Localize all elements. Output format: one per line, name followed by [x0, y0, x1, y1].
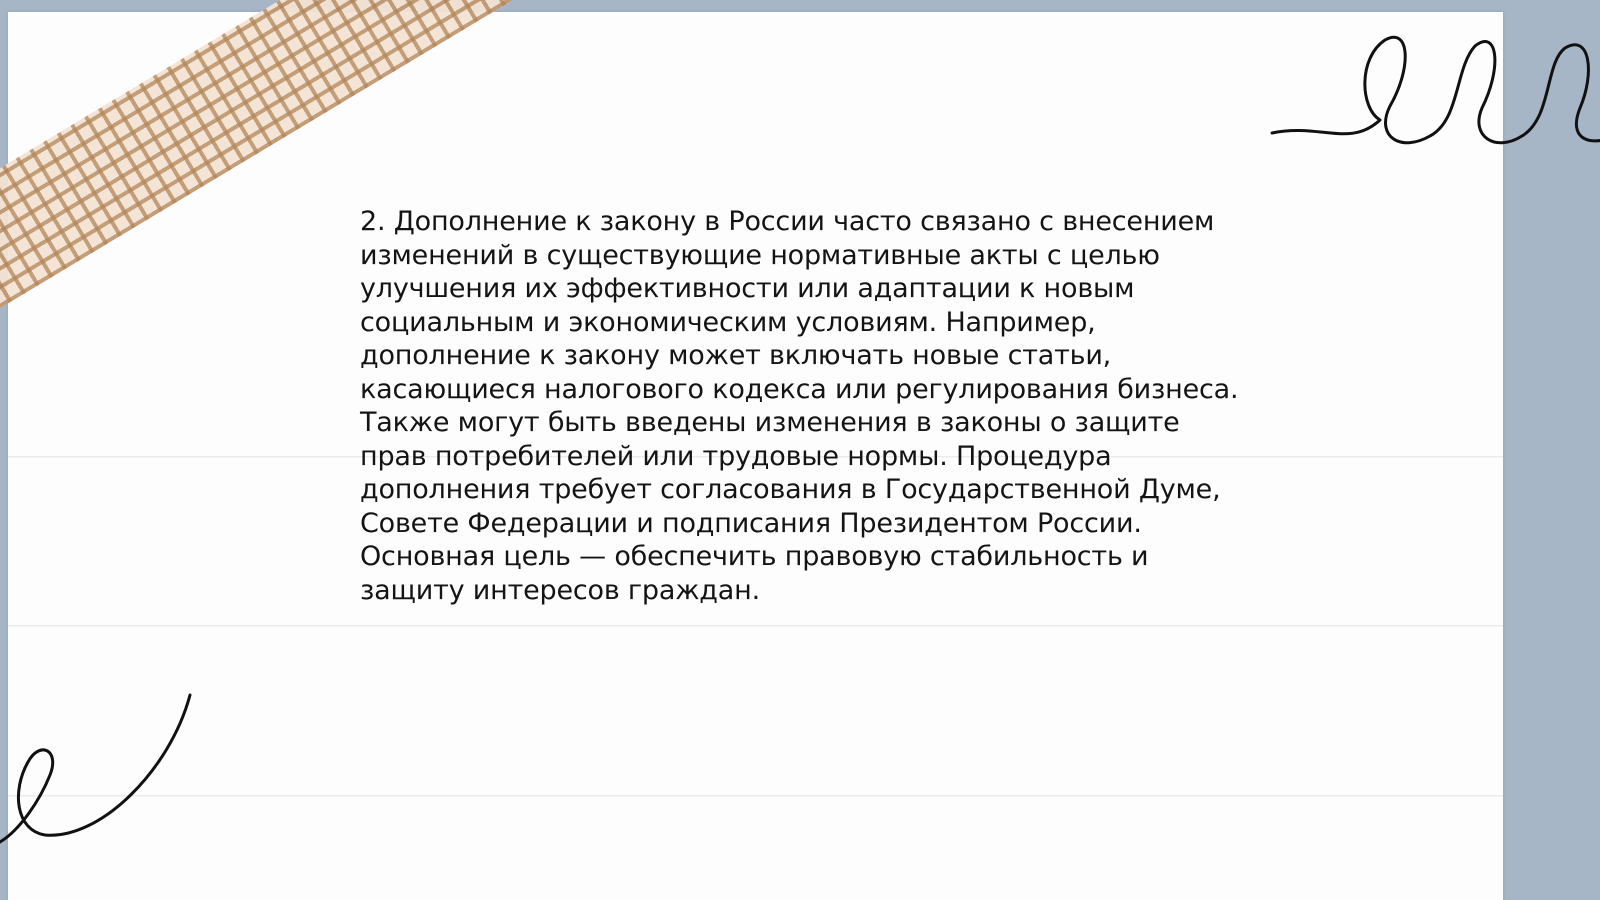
paper-fold-line — [8, 795, 1503, 797]
paper-fold-line — [8, 625, 1503, 627]
loop-squiggle-icon — [0, 690, 210, 860]
body-paragraph: 2. Дополнение к закону в России часто связано с внесением изменений в существующие нормативные акты с целью улучшения их эффективности или адаптации к новым социальным и экономическим условиям. Например, дополнение к закону может включать новые статьи, касающиеся налогового кодекса или регулирования бизнеса. Также могут быть введены изменения в законы о защите прав потребителей или трудовые нормы. Процедура дополнения требует согласования в Государственной Думе, Совете Федерации и подписания Президентом России. Основная цель — обеспечить правовую стабильность и защиту интересов граждан. — [360, 206, 1239, 606]
loop-squiggle-icon — [1290, 28, 1600, 168]
